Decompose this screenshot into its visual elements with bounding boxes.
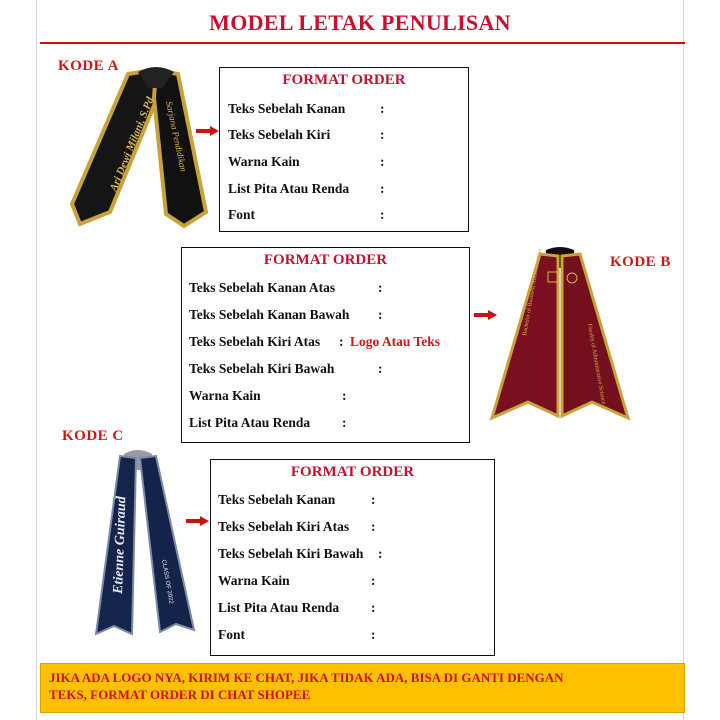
field-b-4: Warna Kain <box>189 388 261 403</box>
field-b-1: Teks Sebelah Kanan Bawah <box>189 307 350 322</box>
field-b-2-note: Logo Atau Teks <box>350 334 441 349</box>
page-title: MODEL LETAK PENULISAN <box>209 10 511 35</box>
stole-c-right-panel <box>140 456 194 632</box>
field-a-2: Warna Kain <box>228 154 300 169</box>
colon-c-1: : <box>371 519 376 534</box>
field-c-4: List Pita Atau Renda <box>218 600 340 615</box>
field-c-0: Teks Sebelah Kanan <box>218 492 336 507</box>
field-c-2: Teks Sebelah Kiri Bawah <box>218 546 364 561</box>
stole-a-image <box>58 64 218 230</box>
colon-a-3: : <box>380 181 385 196</box>
footer-line-1: JIKA ADA LOGO NYA, KIRIM KE CHAT, JIKA TIDAK ADA, BISA DI GANTI DENGAN <box>49 670 564 685</box>
field-a-0: Teks Sebelah Kanan <box>228 101 346 116</box>
field-a-1: Teks Sebelah Kiri <box>228 127 331 142</box>
field-b-5: List Pita Atau Renda <box>189 415 311 430</box>
stole-a-left-panel <box>72 70 158 224</box>
kode-b-label: KODE B <box>610 254 671 270</box>
stole-b-image <box>484 246 636 424</box>
kode-a-label: KODE A <box>58 58 119 74</box>
colon-a-1: : <box>380 127 385 142</box>
order-box-c-heading: FORMAT ORDER <box>290 464 415 480</box>
arrow-c <box>186 516 210 526</box>
colon-c-2: : <box>378 546 383 561</box>
stole-a-left-text: Ari Dewi Milani, S.Pd <box>107 95 157 194</box>
colon-b-2: : <box>339 334 344 349</box>
order-box-a <box>219 67 469 232</box>
stole-c-right-text: CLASS OF 2022 <box>160 559 174 605</box>
title-divider <box>40 42 685 44</box>
colon-b-3: : <box>378 361 383 376</box>
stole-a-right-text: Sarjana Pendidikan <box>164 100 189 173</box>
field-b-0: Teks Sebelah Kanan Atas <box>189 280 336 295</box>
colon-c-3: : <box>371 573 376 588</box>
colon-a-4: : <box>380 207 385 222</box>
order-box-c <box>210 459 495 656</box>
colon-b-1: : <box>378 307 383 322</box>
colon-a-2: : <box>380 154 385 169</box>
order-box-b <box>181 247 470 443</box>
colon-c-4: : <box>371 600 376 615</box>
stole-b-right-text: Faculty of Administrative Science <box>586 323 607 405</box>
field-a-4: Font <box>228 207 255 222</box>
colon-b-5: : <box>342 415 347 430</box>
footer-note <box>40 663 685 713</box>
kode-c-label: KODE C <box>62 428 124 444</box>
stole-c-image <box>90 448 200 640</box>
field-a-3: List Pita Atau Renda <box>228 181 350 196</box>
arrow-a <box>196 126 220 136</box>
colon-b-4: : <box>342 388 347 403</box>
field-c-3: Warna Kain <box>218 573 290 588</box>
stole-b-left-text: Bachelor of Business Administration <box>522 248 544 337</box>
footer-line-2: TEKS, FORMAT ORDER DI CHAT SHOPEE <box>49 687 311 702</box>
field-c-5: Font <box>218 627 245 642</box>
colon-c-5: : <box>371 627 376 642</box>
field-b-2: Teks Sebelah Kiri Atas <box>189 334 321 349</box>
field-c-1: Teks Sebelah Kiri Atas <box>218 519 350 534</box>
stole-c-left-text: Etienne Guiraud <box>111 496 130 595</box>
field-b-3: Teks Sebelah Kiri Bawah <box>189 361 335 376</box>
colon-a-0: : <box>380 101 385 116</box>
order-box-a-heading: FORMAT ORDER <box>282 72 406 88</box>
colon-b-0: : <box>378 280 383 295</box>
colon-c-0: : <box>371 492 376 507</box>
order-box-b-heading: FORMAT ORDER <box>263 252 388 268</box>
